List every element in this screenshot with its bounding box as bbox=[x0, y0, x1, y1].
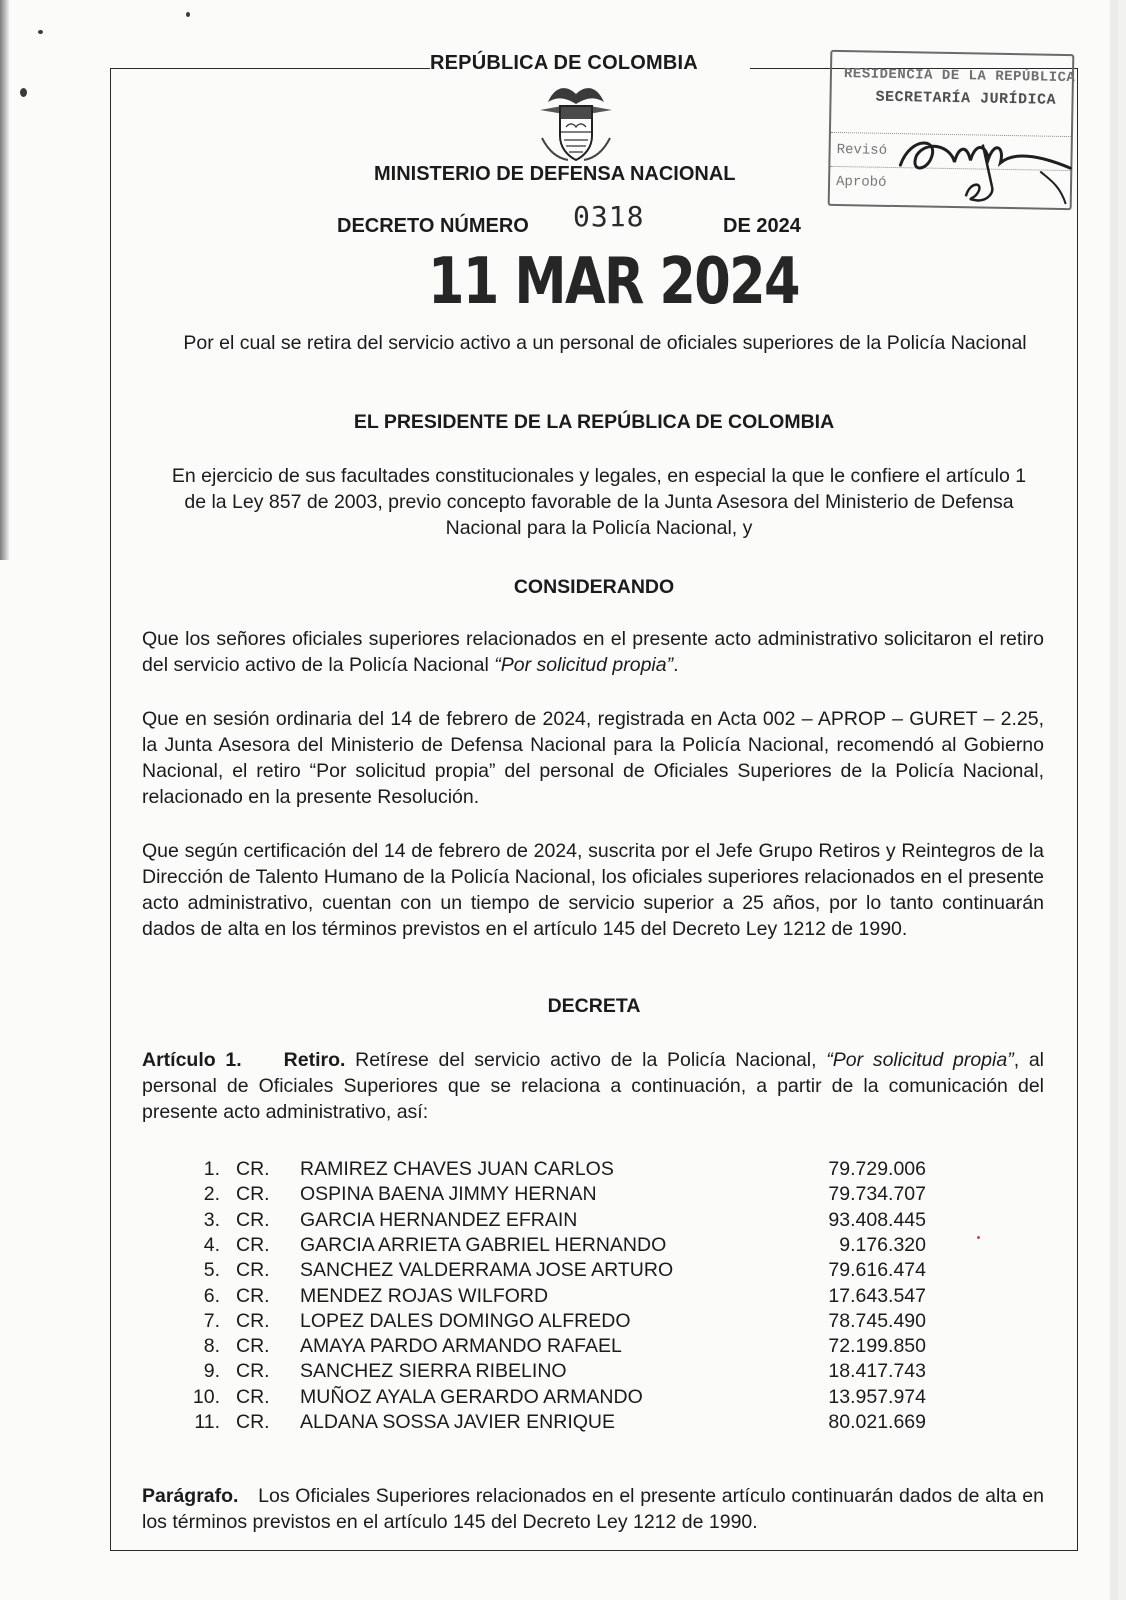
scan-speck bbox=[186, 12, 190, 17]
article-1-text-b: , al personal de Oficiales Superiores que se relaciona a continuación, a partir de la comunicación del presente acto administrativo, así: bbox=[142, 1049, 1045, 1123]
officer-number: 10. bbox=[192, 1385, 220, 1408]
stamp-line-1: RESIDENCIA DE LA REPÚBLICA bbox=[843, 66, 1076, 87]
officer-rank: CR. bbox=[236, 1360, 270, 1383]
authority-heading: EL PRESIDENTE DE LA REPÚBLICA DE COLOMBIA bbox=[353, 411, 835, 433]
stamp-approved-label: Aprobó bbox=[835, 174, 887, 191]
officer-name: ALDANA SOSSA JAVIER ENRIQUE bbox=[300, 1411, 615, 1433]
officer-list bbox=[186, 1158, 946, 1438]
considering-p1-end: . bbox=[673, 654, 679, 676]
decree-subject: Por el cual se retira del servicio activo a un personal de oficiales superiores de la Policía Nacional bbox=[183, 332, 1027, 354]
officer-row bbox=[186, 1386, 946, 1411]
officer-name: LOPEZ DALES DOMINGO ALFREDO bbox=[300, 1309, 631, 1332]
scan-shadow bbox=[0, 0, 10, 560]
officer-number: 7. bbox=[203, 1309, 220, 1332]
officer-rank: CR. bbox=[236, 1385, 270, 1408]
officer-rank: CR. bbox=[236, 1183, 270, 1206]
officer-row bbox=[186, 1360, 946, 1385]
officer-name: AMAYA PARDO ARMANDO RAFAEL bbox=[300, 1335, 622, 1358]
decrees-heading: DECRETA bbox=[547, 995, 641, 1017]
scan-speck bbox=[977, 1236, 980, 1239]
decree-number: 0318 bbox=[573, 200, 645, 233]
officer-id: 17.643.547 bbox=[828, 1284, 926, 1307]
officer-number: 6. bbox=[203, 1284, 220, 1307]
officer-name: OSPINA BAENA JIMMY HERNAN bbox=[300, 1183, 597, 1206]
officer-number: 5. bbox=[203, 1259, 220, 1282]
officer-row bbox=[186, 1335, 946, 1360]
officer-name: SANCHEZ VALDERRAMA JOSE ARTURO bbox=[300, 1259, 674, 1282]
article-1-label: Artículo 1. bbox=[142, 1049, 242, 1071]
article-1-quote: “Por solicitud propia” bbox=[826, 1049, 1014, 1071]
paragraph-label: Parágrafo. bbox=[142, 1485, 239, 1507]
officer-rank: CR. bbox=[236, 1158, 270, 1180]
officer-rank: CR. bbox=[236, 1309, 270, 1332]
officer-name: GARCIA HERNANDEZ EFRAIN bbox=[300, 1208, 578, 1231]
officer-row bbox=[186, 1183, 946, 1208]
article-1-text-a: Retírese del servicio activo de la Policía Nacional, bbox=[345, 1049, 827, 1071]
officer-number: 9. bbox=[203, 1360, 220, 1383]
officer-number: 1. bbox=[203, 1158, 220, 1180]
officer-row bbox=[186, 1234, 946, 1259]
stamp-revised-label: Revisó bbox=[836, 142, 888, 159]
officer-number: 11. bbox=[194, 1411, 220, 1433]
officer-id: 72.199.850 bbox=[828, 1335, 926, 1358]
officer-id: 18.417.743 bbox=[828, 1360, 926, 1383]
officer-id: 79.734.707 bbox=[828, 1183, 926, 1206]
officer-id: 79.616.474 bbox=[828, 1259, 926, 1282]
officer-rank: CR. bbox=[236, 1284, 270, 1307]
coat-of-arms-icon bbox=[538, 80, 614, 162]
article-1-title: Retiro. bbox=[283, 1049, 346, 1071]
officer-id: 9.176.320 bbox=[839, 1233, 926, 1256]
officer-name: SANCHEZ SIERRA RIBELINO bbox=[300, 1360, 567, 1383]
preamble: En ejercicio de sus facultades constitucionales y legales, en especial la que le confiere el artículo 1 de la Ley 857 de 2003, previo concepto favorable de la Junta Asesora del Ministerio de Defensa Nacional para la Policía Nacional, y bbox=[171, 465, 1027, 539]
officer-id: 13.957.974 bbox=[828, 1385, 926, 1408]
officer-id: 78.745.490 bbox=[828, 1309, 926, 1332]
officer-id: 93.408.445 bbox=[828, 1208, 926, 1231]
article-1 bbox=[142, 1047, 1044, 1125]
officer-rank: CR. bbox=[236, 1208, 270, 1231]
legal-secretariat-stamp bbox=[828, 50, 1075, 210]
officer-number: 8. bbox=[203, 1335, 220, 1358]
officer-row bbox=[186, 1209, 946, 1234]
officer-row bbox=[186, 1310, 946, 1335]
officer-row bbox=[186, 1285, 946, 1310]
officer-name: RAMIREZ CHAVES JUAN CARLOS bbox=[300, 1158, 614, 1180]
officer-number: 3. bbox=[203, 1208, 220, 1231]
officer-rank: CR. bbox=[236, 1259, 270, 1282]
scan-speck bbox=[20, 88, 27, 97]
handwritten-signature bbox=[870, 125, 1081, 209]
republic-heading: REPÚBLICA DE COLOMBIA bbox=[430, 52, 698, 74]
officer-number: 4. bbox=[203, 1233, 220, 1256]
officer-name: MENDEZ ROJAS WILFORD bbox=[300, 1284, 549, 1307]
officer-row bbox=[186, 1158, 946, 1183]
considering-p1-text: Que los señores oficiales superiores relacionados en el presente acto administrativo solicitaron el retiro del servicio activo de la Policía Nacional bbox=[142, 628, 1044, 676]
officer-row bbox=[186, 1411, 946, 1436]
officer-rank: CR. bbox=[236, 1411, 270, 1433]
ministry-heading: MINISTERIO DE DEFENSA NACIONAL bbox=[374, 163, 736, 185]
considering-paragraph-2: Que en sesión ordinaria del 14 de febrero de 2024, registrada en Acta 002 – APROP – GURET – 2.25, la Junta Asesora del Ministerio de Defensa Nacional para la Policía Nacional, recomendó al Gobierno Nacional, el retiro “Por solicitud propia” del personal de Oficiales Superiores de la Policía Nacional, relacionado en la presente Resolución. bbox=[142, 708, 1044, 808]
considering-heading: CONSIDERANDO bbox=[513, 576, 675, 598]
officer-id: 79.729.006 bbox=[828, 1158, 926, 1180]
scan-edge bbox=[1110, 0, 1118, 1600]
officer-id: 80.021.669 bbox=[828, 1411, 926, 1433]
paragraph-text: Los Oficiales Superiores relacionados en el presente artículo continuarán dados de alta en los términos previstos en el artículo 145 del Decreto Ley 1212 de 1990. bbox=[142, 1485, 1044, 1533]
officer-rank: CR. bbox=[236, 1335, 270, 1358]
officer-name: MUÑOZ AYALA GERARDO ARMANDO bbox=[300, 1385, 643, 1408]
officer-name: GARCIA ARRIETA GABRIEL HERNANDO bbox=[300, 1233, 667, 1256]
decree-label: DECRETO NÚMERO bbox=[337, 215, 529, 237]
officer-number: 2. bbox=[203, 1183, 220, 1206]
considering-paragraph-1 bbox=[142, 626, 1044, 678]
officer-row bbox=[186, 1259, 946, 1284]
considering-paragraph-3: Que según certificación del 14 de febrero de 2024, suscrita por el Jefe Grupo Retiros y Reintegros de la Dirección de Talento Humano de la Policía Nacional, los oficiales superiores relacionados en el presente acto administrativo, cuentan con un tiempo de servicio superior a 25 años, por lo tanto continuarán dados de alta en los términos previstos en el artículo 145 del Decreto Ley 1212 de 1990. bbox=[142, 840, 1044, 940]
scan-speck bbox=[38, 30, 43, 34]
considering-p1-quote: “Por solicitud propia” bbox=[494, 654, 674, 676]
officer-rank: CR. bbox=[236, 1233, 270, 1256]
decree-year: DE 2024 bbox=[723, 215, 801, 237]
paragraph-clause bbox=[142, 1483, 1044, 1535]
date-stamp: 11 MAR 2024 bbox=[428, 245, 799, 319]
stamp-line-2: SECRETARÍA JURÍDICA bbox=[875, 88, 1057, 109]
